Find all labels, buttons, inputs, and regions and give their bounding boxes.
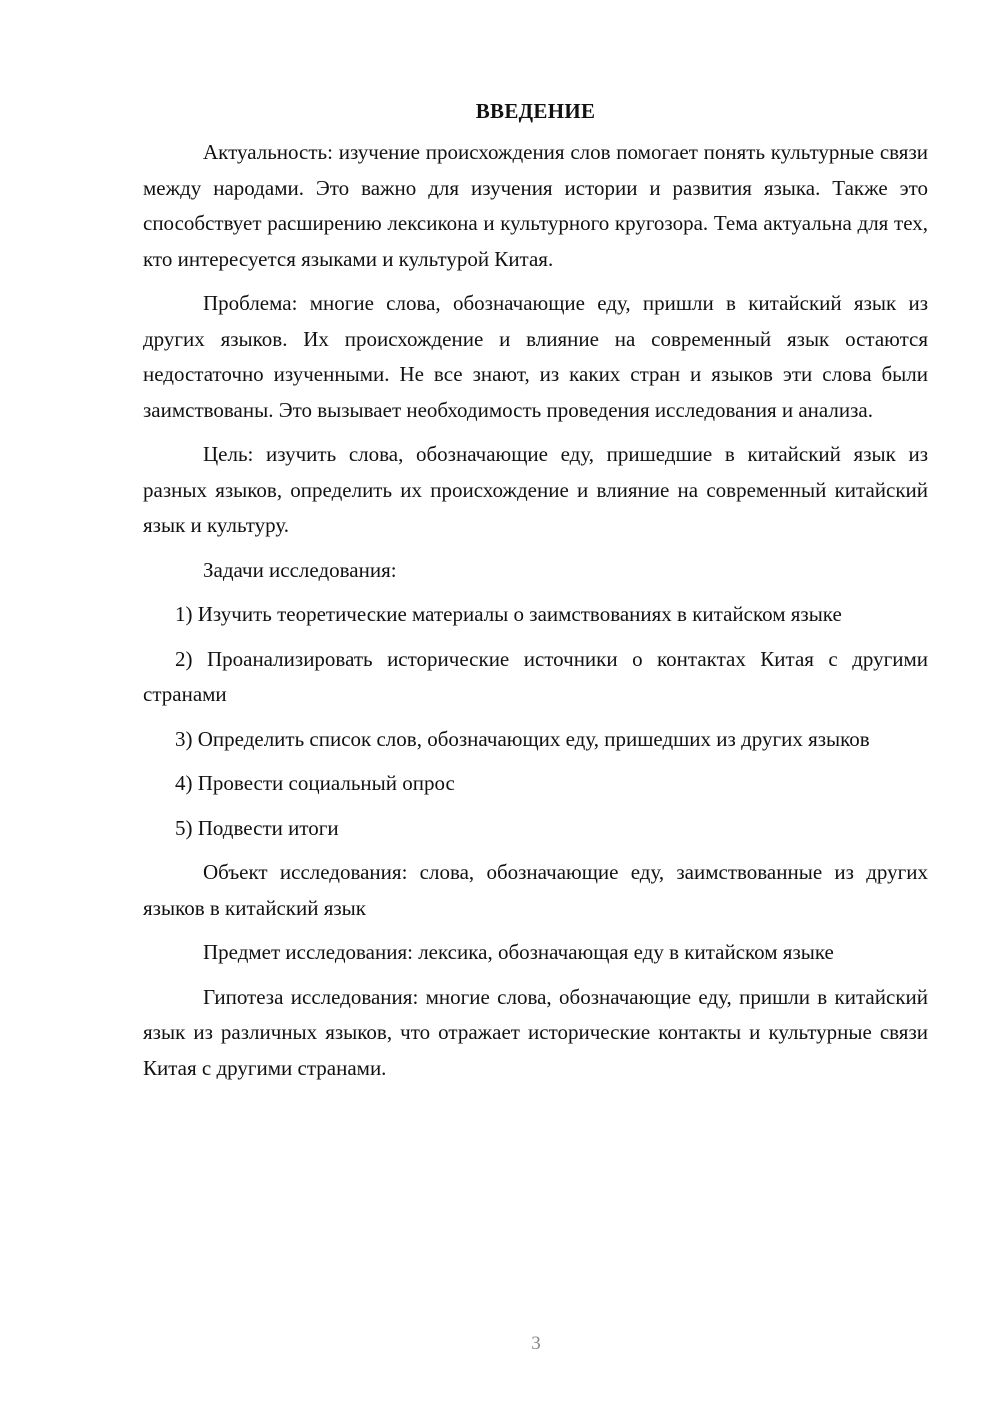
section-title: ВВЕДЕНИЕ (475, 99, 596, 123)
object-paragraph: Объект исследования: слова, обозначающие еду, заимствованные из других языков в китайский язык (143, 860, 928, 920)
task-item-5: 5) Подвести итоги (175, 815, 339, 840)
subject-paragraph: Предмет исследования: лексика, обозначающая еду в китайском языке (203, 940, 834, 964)
hypothesis-paragraph: Гипотеза исследования: многие слова, обозначающие еду, пришли в китайский язык из различных языков, что отражает исторические контакты и культурные связи Китая с другими странами. (143, 984, 928, 1080)
relevance-paragraph: Актуальность: изучение происхождения слов помогает понять культурные связи между народами. Это важно для изучения истории и развития языка. Также это способствует расширению лексикона и культурного кругозора. Тема актуальна для тех, кто интересуется языками и культурой Китая. (143, 140, 928, 271)
task-item-2: 2) Проанализировать исторические источники о контактах Китая с другими странами (143, 646, 928, 706)
page-number: 3 (531, 1333, 541, 1354)
problem-paragraph: Проблема: многие слова, обозначающие еду, пришли в китайский язык из других языков. Их происхождение и влияние на современный язык остаются недостаточно изученными. Не все знают, из каких стран и языков эти слова были заимствованы. Это вызывает необходимость проведения исследования и анализа. (143, 291, 928, 422)
goal-paragraph: Цель: изучить слова, обозначающие еду, пришедшие в китайский язык из разных языков, определить их происхождение и влияние на современный китайский язык и культуру. (143, 442, 928, 537)
task-item-1: 1) Изучить теоретические материалы о заимствованиях в китайском языке (175, 602, 842, 626)
task-item-4: 4) Провести социальный опрос (175, 771, 455, 795)
tasks-heading: Задачи исследования: (203, 557, 397, 582)
task-item-3: 3) Определить список слов, обозначающих еду, пришедших из других языков (175, 726, 870, 751)
document-page (143, 96, 928, 1095)
